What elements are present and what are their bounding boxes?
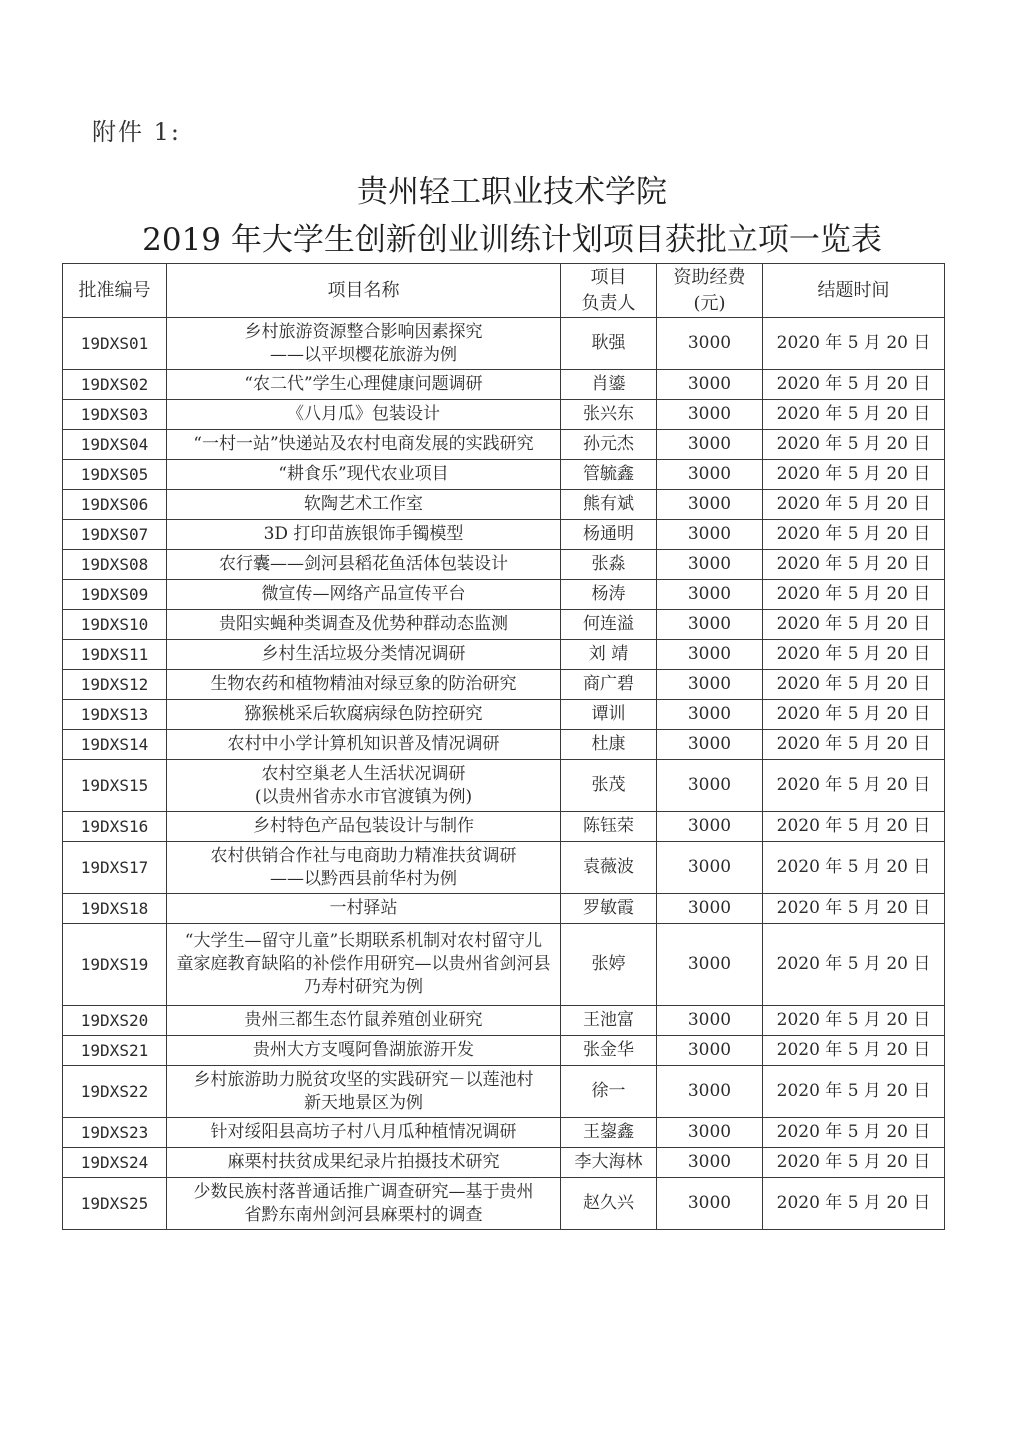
cell-approval-id: 19DXS25 bbox=[63, 1178, 167, 1230]
cell-end-date: 2020 年 5 月 20 日 bbox=[763, 842, 945, 894]
cell-leader: 管毓鑫 bbox=[561, 460, 657, 490]
cell-approval-id: 19DXS15 bbox=[63, 760, 167, 812]
cell-end-date: 2020 年 5 月 20 日 bbox=[763, 1036, 945, 1066]
cell-project-name bbox=[167, 580, 561, 610]
cell-project-name bbox=[167, 700, 561, 730]
cell-leader: 杜康 bbox=[561, 730, 657, 760]
cell-project-name bbox=[167, 842, 561, 894]
cell-leader: 张金华 bbox=[561, 1036, 657, 1066]
project-name-line: 麻栗村扶贫成果纪录片拍摄技术研究 bbox=[227, 1152, 500, 1172]
table-row bbox=[63, 370, 945, 400]
project-name-line: 软陶艺术工作室 bbox=[304, 494, 423, 514]
table-row bbox=[63, 550, 945, 580]
cell-approval-id: 19DXS03 bbox=[63, 400, 167, 430]
cell-end-date: 2020 年 5 月 20 日 bbox=[763, 700, 945, 730]
cell-leader: 张淼 bbox=[561, 550, 657, 580]
cell-approval-id: 19DXS19 bbox=[63, 924, 167, 1006]
cell-funding: 3000 bbox=[657, 520, 763, 550]
project-name-line: 贵阳实蝇种类调查及优势种群动态监测 bbox=[219, 614, 508, 634]
document-title: 贵州轻工职业技术学院 bbox=[357, 174, 667, 210]
cell-leader: 王池富 bbox=[561, 1006, 657, 1036]
cell-funding: 3000 bbox=[657, 580, 763, 610]
table-row bbox=[63, 730, 945, 760]
cell-funding: 3000 bbox=[657, 370, 763, 400]
cell-leader: 袁薇波 bbox=[561, 842, 657, 894]
cell-funding: 3000 bbox=[657, 670, 763, 700]
cell-approval-id: 19DXS12 bbox=[63, 670, 167, 700]
cell-end-date: 2020 年 5 月 20 日 bbox=[763, 520, 945, 550]
cell-project-name bbox=[167, 318, 561, 370]
cell-funding: 3000 bbox=[657, 700, 763, 730]
cell-leader: 耿强 bbox=[561, 318, 657, 370]
project-name-line: 一村驿站 bbox=[329, 898, 398, 918]
table-row bbox=[63, 460, 945, 490]
table-row bbox=[63, 1036, 945, 1066]
project-name-line: 新天地景区为例 bbox=[304, 1092, 423, 1113]
cell-leader: 张茂 bbox=[561, 760, 657, 812]
project-name-line: “大学生—留守儿童”长期联系机制对农村留守儿 bbox=[184, 931, 543, 951]
cell-funding: 3000 bbox=[657, 400, 763, 430]
project-name-line: 乡村旅游助力脱贫攻坚的实践研究－以莲池村 bbox=[193, 1069, 534, 1090]
cell-project-name bbox=[167, 1118, 561, 1148]
project-name-line: “耕食乐”现代农业项目 bbox=[278, 464, 449, 484]
cell-leader: 张兴东 bbox=[561, 400, 657, 430]
cell-end-date: 2020 年 5 月 20 日 bbox=[763, 430, 945, 460]
cell-approval-id: 19DXS11 bbox=[63, 640, 167, 670]
table-row bbox=[63, 1006, 945, 1036]
table-row bbox=[63, 1118, 945, 1148]
project-name-line: 农行囊——剑河县稻花鱼活体包装设计 bbox=[219, 554, 508, 574]
table-row bbox=[63, 430, 945, 460]
attachment-label: 附件 1: bbox=[92, 118, 181, 146]
cell-approval-id: 19DXS05 bbox=[63, 460, 167, 490]
cell-project-name bbox=[167, 894, 561, 924]
project-name-line: 农村供销合作社与电商助力精准扶贫调研 bbox=[210, 845, 517, 866]
table-row bbox=[63, 1066, 945, 1118]
project-name-line: “一村一站”快递站及农村电商发展的实践研究 bbox=[193, 434, 534, 454]
cell-leader: 孙元杰 bbox=[561, 430, 657, 460]
project-name-line: 乃寿村研究为例 bbox=[304, 977, 423, 997]
table-header-row bbox=[63, 264, 945, 318]
cell-leader: 刘 靖 bbox=[561, 640, 657, 670]
cell-approval-id: 19DXS22 bbox=[63, 1066, 167, 1118]
project-name-line: “农二代”学生心理健康问题调研 bbox=[244, 374, 483, 394]
header-funding bbox=[657, 264, 763, 318]
cell-funding: 3000 bbox=[657, 1036, 763, 1066]
cell-end-date: 2020 年 5 月 20 日 bbox=[763, 550, 945, 580]
table-body bbox=[63, 318, 945, 1230]
cell-project-name bbox=[167, 1066, 561, 1118]
cell-funding: 3000 bbox=[657, 1118, 763, 1148]
cell-leader: 谭训 bbox=[561, 700, 657, 730]
cell-funding: 3000 bbox=[657, 490, 763, 520]
project-name-line: 生物农药和植物精油对绿豆象的防治研究 bbox=[210, 674, 517, 694]
project-name-line: ——以平坝樱花旅游为例 bbox=[270, 344, 457, 365]
project-name-line: 微宣传—网络产品宣传平台 bbox=[261, 584, 466, 604]
cell-approval-id: 19DXS17 bbox=[63, 842, 167, 894]
cell-end-date: 2020 年 5 月 20 日 bbox=[763, 610, 945, 640]
cell-project-name bbox=[167, 1006, 561, 1036]
cell-leader: 李大海林 bbox=[561, 1148, 657, 1178]
cell-funding: 3000 bbox=[657, 610, 763, 640]
cell-funding: 3000 bbox=[657, 760, 763, 812]
cell-end-date: 2020 年 5 月 20 日 bbox=[763, 490, 945, 520]
header-end-date: 结题时间 bbox=[763, 264, 945, 318]
cell-funding: 3000 bbox=[657, 550, 763, 580]
cell-funding: 3000 bbox=[657, 640, 763, 670]
project-name-line: 少数民族村落普通话推广调查研究—基于贵州 bbox=[193, 1181, 534, 1202]
cell-end-date: 2020 年 5 月 20 日 bbox=[763, 1006, 945, 1036]
cell-project-name bbox=[167, 640, 561, 670]
cell-approval-id: 19DXS09 bbox=[63, 580, 167, 610]
cell-funding: 3000 bbox=[657, 1148, 763, 1178]
cell-leader: 王鋆鑫 bbox=[561, 1118, 657, 1148]
cell-leader: 杨通明 bbox=[561, 520, 657, 550]
cell-project-name bbox=[167, 610, 561, 640]
table-header bbox=[63, 264, 945, 318]
table-row bbox=[63, 1148, 945, 1178]
project-name-line: (以贵州省赤水市官渡镇为例) bbox=[254, 786, 473, 807]
cell-end-date: 2020 年 5 月 20 日 bbox=[763, 640, 945, 670]
cell-project-name bbox=[167, 430, 561, 460]
cell-end-date: 2020 年 5 月 20 日 bbox=[763, 760, 945, 812]
cell-leader: 徐一 bbox=[561, 1066, 657, 1118]
table-row bbox=[63, 490, 945, 520]
project-name-line: 乡村特色产品包装设计与制作 bbox=[253, 816, 474, 836]
header-leader bbox=[561, 264, 657, 318]
cell-project-name bbox=[167, 520, 561, 550]
cell-approval-id: 19DXS13 bbox=[63, 700, 167, 730]
table-row bbox=[63, 760, 945, 812]
cell-leader: 熊有斌 bbox=[561, 490, 657, 520]
table-row bbox=[63, 610, 945, 640]
cell-approval-id: 19DXS18 bbox=[63, 894, 167, 924]
header-funding-line1: 资助经费 bbox=[673, 266, 746, 288]
cell-approval-id: 19DXS06 bbox=[63, 490, 167, 520]
cell-leader: 张婷 bbox=[561, 924, 657, 1006]
project-name-line: 乡村生活垃圾分类情况调研 bbox=[261, 644, 466, 664]
cell-project-name bbox=[167, 924, 561, 1006]
cell-end-date: 2020 年 5 月 20 日 bbox=[763, 924, 945, 1006]
cell-approval-id: 19DXS04 bbox=[63, 430, 167, 460]
cell-end-date: 2020 年 5 月 20 日 bbox=[763, 1148, 945, 1178]
cell-approval-id: 19DXS16 bbox=[63, 812, 167, 842]
document-subtitle: 2019 年大学生创新创业训练计划项目获批立项一览表 bbox=[142, 222, 882, 258]
cell-leader: 赵久兴 bbox=[561, 1178, 657, 1230]
cell-leader: 肖鎏 bbox=[561, 370, 657, 400]
cell-approval-id: 19DXS20 bbox=[63, 1006, 167, 1036]
table-row bbox=[63, 1178, 945, 1230]
project-name-line: 3D 打印苗族银饰手镯模型 bbox=[263, 524, 464, 544]
cell-end-date: 2020 年 5 月 20 日 bbox=[763, 370, 945, 400]
cell-leader: 罗敏霞 bbox=[561, 894, 657, 924]
cell-funding: 3000 bbox=[657, 318, 763, 370]
cell-funding: 3000 bbox=[657, 842, 763, 894]
project-name-line: 乡村旅游资源整合影响因素探究 bbox=[244, 321, 483, 342]
table-row bbox=[63, 842, 945, 894]
cell-project-name bbox=[167, 1148, 561, 1178]
cell-end-date: 2020 年 5 月 20 日 bbox=[763, 1066, 945, 1118]
table-row bbox=[63, 318, 945, 370]
project-name-line: 贵州大方支嘎阿鲁湖旅游开发 bbox=[253, 1040, 474, 1060]
cell-project-name bbox=[167, 1178, 561, 1230]
cell-project-name bbox=[167, 370, 561, 400]
cell-project-name bbox=[167, 460, 561, 490]
cell-end-date: 2020 年 5 月 20 日 bbox=[763, 400, 945, 430]
project-table bbox=[62, 263, 945, 1230]
project-name-line: 贵州三都生态竹鼠养殖创业研究 bbox=[244, 1010, 483, 1030]
project-name-line: 省黔东南州剑河县麻栗村的调查 bbox=[244, 1204, 483, 1225]
cell-approval-id: 19DXS02 bbox=[63, 370, 167, 400]
cell-funding: 3000 bbox=[657, 894, 763, 924]
table-row bbox=[63, 580, 945, 610]
cell-project-name bbox=[167, 760, 561, 812]
table-row bbox=[63, 400, 945, 430]
cell-funding: 3000 bbox=[657, 812, 763, 842]
header-funding-line2: (元) bbox=[693, 292, 726, 314]
cell-project-name bbox=[167, 812, 561, 842]
project-name-line: 猕猴桃采后软腐病绿色防控研究 bbox=[244, 704, 483, 724]
cell-funding: 3000 bbox=[657, 460, 763, 490]
cell-funding: 3000 bbox=[657, 730, 763, 760]
cell-leader: 何连溢 bbox=[561, 610, 657, 640]
header-approval-id: 批准编号 bbox=[63, 264, 167, 318]
cell-end-date: 2020 年 5 月 20 日 bbox=[763, 1178, 945, 1230]
cell-approval-id: 19DXS10 bbox=[63, 610, 167, 640]
cell-approval-id: 19DXS14 bbox=[63, 730, 167, 760]
cell-leader: 商广碧 bbox=[561, 670, 657, 700]
cell-project-name bbox=[167, 490, 561, 520]
cell-end-date: 2020 年 5 月 20 日 bbox=[763, 1118, 945, 1148]
project-name-line: 童家庭教育缺陷的补偿作用研究—以贵州省剑河县 bbox=[176, 954, 551, 974]
cell-approval-id: 19DXS23 bbox=[63, 1118, 167, 1148]
table-row bbox=[63, 520, 945, 550]
cell-funding: 3000 bbox=[657, 1178, 763, 1230]
header-project-name: 项目名称 bbox=[167, 264, 561, 318]
cell-project-name bbox=[167, 400, 561, 430]
cell-project-name bbox=[167, 1036, 561, 1066]
project-name-line: 《八月瓜》包装设计 bbox=[287, 404, 440, 424]
cell-end-date: 2020 年 5 月 20 日 bbox=[763, 894, 945, 924]
cell-approval-id: 19DXS07 bbox=[63, 520, 167, 550]
cell-end-date: 2020 年 5 月 20 日 bbox=[763, 580, 945, 610]
cell-approval-id: 19DXS01 bbox=[63, 318, 167, 370]
cell-project-name bbox=[167, 550, 561, 580]
cell-project-name bbox=[167, 730, 561, 760]
table-row bbox=[63, 894, 945, 924]
header-leader-line2: 负责人 bbox=[581, 292, 636, 314]
cell-end-date: 2020 年 5 月 20 日 bbox=[763, 730, 945, 760]
cell-approval-id: 19DXS08 bbox=[63, 550, 167, 580]
cell-leader: 陈钰荣 bbox=[561, 812, 657, 842]
cell-funding: 3000 bbox=[657, 430, 763, 460]
cell-funding: 3000 bbox=[657, 1006, 763, 1036]
cell-approval-id: 19DXS24 bbox=[63, 1148, 167, 1178]
project-name-line: ——以黔西县前华村为例 bbox=[270, 868, 457, 889]
cell-approval-id: 19DXS21 bbox=[63, 1036, 167, 1066]
table-row bbox=[63, 670, 945, 700]
cell-leader: 杨涛 bbox=[561, 580, 657, 610]
cell-project-name bbox=[167, 670, 561, 700]
project-name-line: 农村中小学计算机知识普及情况调研 bbox=[227, 734, 500, 754]
cell-funding: 3000 bbox=[657, 1066, 763, 1118]
cell-end-date: 2020 年 5 月 20 日 bbox=[763, 670, 945, 700]
table-row bbox=[63, 924, 945, 1006]
cell-funding: 3000 bbox=[657, 924, 763, 1006]
table-row bbox=[63, 640, 945, 670]
cell-end-date: 2020 年 5 月 20 日 bbox=[763, 812, 945, 842]
project-name-line: 针对绥阳县高坊子村八月瓜种植情况调研 bbox=[210, 1122, 517, 1142]
cell-end-date: 2020 年 5 月 20 日 bbox=[763, 318, 945, 370]
table-row bbox=[63, 700, 945, 730]
project-name-line: 农村空巢老人生活状况调研 bbox=[261, 763, 466, 784]
table-row bbox=[63, 812, 945, 842]
header-leader-line1: 项目 bbox=[590, 266, 627, 288]
cell-end-date: 2020 年 5 月 20 日 bbox=[763, 460, 945, 490]
